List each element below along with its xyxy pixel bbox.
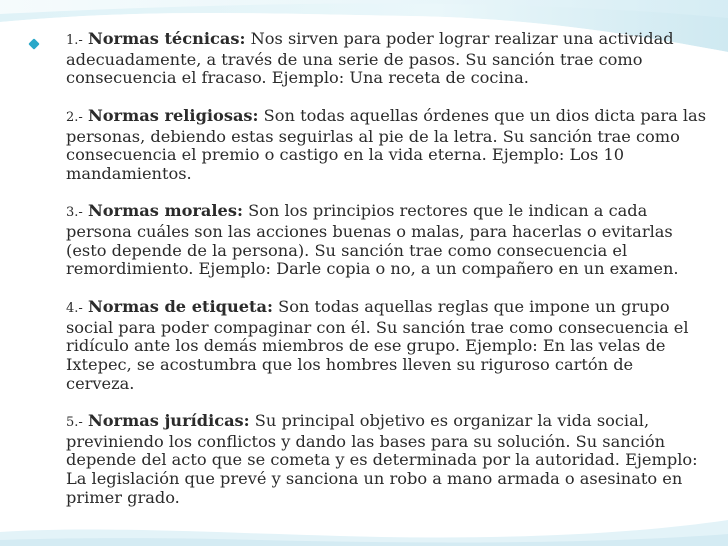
item-number: 1.- <box>66 33 83 48</box>
item-normas-etiqueta <box>66 298 706 394</box>
item-term: Normas técnicas: <box>87 29 246 48</box>
item-normas-morales <box>66 202 706 279</box>
slide-content <box>66 30 706 526</box>
item-term: Normas de etiqueta: <box>87 296 273 316</box>
item-term: Normas jurídicas: <box>87 411 250 430</box>
item-text: Nos sirven para poder lograr realizar una actividad adecuadamente, a través de una serie de pasos. Su sanción trae como consecuencia el fracaso. Ejemplo: Una receta de cocina. <box>66 29 674 88</box>
item-term: Normas morales: <box>87 201 243 221</box>
item-normas-juridicas <box>66 412 706 508</box>
item-text: Son los principios rectores que le indican a cada persona cuáles son las acciones buenas o malas, para hacerlas o evitarlas (esto depende de la persona). Su sanción trae como consecuencia el remordimiento. Ejemplo: Darle copia o no, a un compañero en un examen. <box>66 201 679 279</box>
item-text: Son todas aquellas órdenes que un dios dicta para las personas, debiendo estas seguirlas al pie de la letra. Su sanción trae como consecuencia el premio o castigo en la vida eterna. Ejemplo: Los 10 mandamientos. <box>66 105 706 183</box>
item-number: 3.- <box>66 205 83 221</box>
item-normas-religiosas <box>66 107 706 184</box>
item-number: 4.- <box>66 300 83 316</box>
item-number: 5.- <box>66 415 83 430</box>
item-normas-tecnicas <box>66 30 706 88</box>
item-text: Son todas aquellas reglas que impone un grupo social para poder compaginar con él. Su sanción trae como consecuencia el ridículo ante los demás miembros de ese grupo. Ejemplo: En las velas de Ixtepec, se acostumbra que los hombres lleven su riguroso cartón de cerveza. <box>66 296 689 393</box>
item-number: 2.- <box>66 109 83 125</box>
item-text: Su principal objetivo es organizar la vida social, previniendo los conflictos y dando las bases para su solución. Su sanción depende del acto que se cometa y es determinada por la autoridad. Ejemplo: La legislación que prevé y sanciona un robo a mano armada o asesinato en primer grado. <box>66 411 698 507</box>
item-term: Normas religiosas: <box>87 105 259 125</box>
